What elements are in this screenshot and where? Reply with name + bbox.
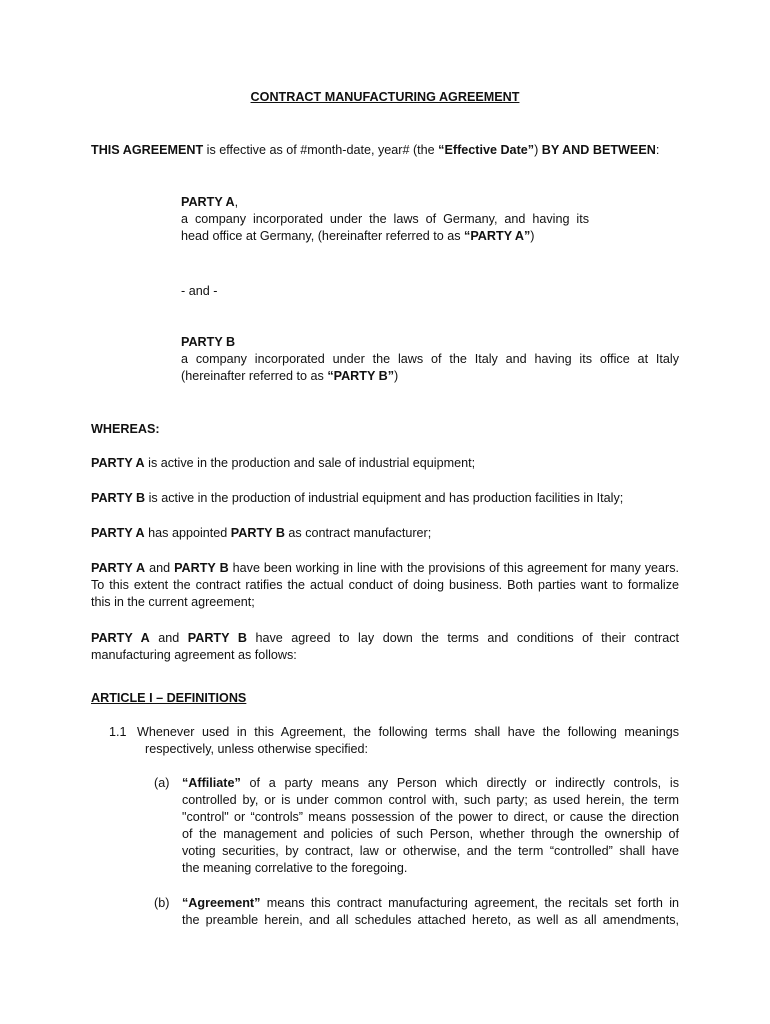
recital-2 bbox=[91, 490, 623, 507]
intro-bold-effective-date: “Effective Date” bbox=[438, 143, 535, 157]
recital-5-party-a: PARTY A bbox=[91, 631, 150, 645]
party-a-line-2 bbox=[181, 228, 535, 245]
intro-paragraph bbox=[91, 142, 659, 159]
recital-4-party-b: PARTY B bbox=[174, 561, 229, 575]
recital-1-party: PARTY A bbox=[91, 456, 145, 470]
intro-text-3: : bbox=[655, 143, 660, 157]
recital-3-text-2: as contract manufacturer; bbox=[284, 526, 432, 540]
recital-5-party-b: PARTY B bbox=[187, 631, 247, 645]
recital-3 bbox=[91, 525, 431, 542]
recital-2-text: is active in the production of industrial equipment and has production facilities in Italy; bbox=[145, 491, 624, 505]
party-b-defined-term: “PARTY B” bbox=[327, 369, 395, 383]
recital-4-line-2: To this extent the contract ratifies the actual conduct of doing business. Both parties want to formalize bbox=[91, 578, 679, 592]
clause-a-label: (a) bbox=[154, 776, 170, 790]
intro-bold-between: BY AND BETWEEN bbox=[541, 143, 656, 157]
recital-5-text-1: and bbox=[149, 631, 188, 645]
intro-bold-agreement: THIS AGREEMENT bbox=[91, 143, 204, 157]
party-b-line-2-text: (hereinafter referred to as bbox=[181, 369, 328, 383]
party-a-line-1: a company incorporated under the laws of Germany, and having its bbox=[181, 212, 589, 226]
clause-b-line-1 bbox=[182, 895, 679, 912]
clause-b-label: (b) bbox=[154, 896, 170, 910]
recital-3-text-1: has appointed bbox=[144, 526, 231, 540]
recital-5-text-2: have agreed to lay down the terms and conditions of their contract bbox=[246, 631, 680, 645]
document-title: CONTRACT MANUFACTURING AGREEMENT bbox=[250, 90, 520, 104]
recital-5-line-1 bbox=[91, 630, 679, 647]
recital-1 bbox=[91, 455, 475, 472]
clause-a-line-2: controlled by, or is under common control with, such party; as used herein, the term bbox=[182, 793, 679, 807]
clause-b-line-2: the preamble herein, and all schedules attached hereto, as well as all amendments, bbox=[182, 913, 679, 927]
clause-1-1-line-1: Whenever used in this Agreement, the following terms shall have the following meanings bbox=[137, 725, 679, 739]
recital-3-party-b: PARTY B bbox=[230, 526, 285, 540]
recital-4-party-a: PARTY A bbox=[91, 561, 146, 575]
recital-4-text-2: have been working in line with the provisions of this agreement for many years. bbox=[228, 561, 680, 575]
party-a-name-rest: , bbox=[234, 195, 239, 209]
party-b-line-2-end: ) bbox=[394, 369, 399, 383]
clause-1-1-number: 1.1 bbox=[109, 725, 127, 739]
party-a-line-2-text: head office at Germany, (hereinafter referred to as bbox=[181, 229, 465, 243]
clause-b-line-1-rest: means this contract manufacturing agreement, the recitals set forth in bbox=[260, 896, 679, 910]
recital-4-line-1 bbox=[91, 560, 679, 577]
intro-text-1: is effective as of #month-date, year# (the bbox=[203, 143, 439, 157]
recital-5-line-2: manufacturing agreement as follows: bbox=[91, 648, 297, 662]
clause-a-line-1 bbox=[182, 775, 679, 792]
recital-1-text: is active in the production and sale of industrial equipment; bbox=[144, 456, 476, 470]
clause-b-term: “Agreement” bbox=[182, 896, 261, 910]
whereas-heading: WHEREAS: bbox=[91, 422, 160, 436]
party-a-name-bold: PARTY A bbox=[181, 195, 235, 209]
party-b-line-2 bbox=[181, 368, 398, 385]
clause-1-1-line-2: respectively, unless otherwise specified: bbox=[145, 742, 369, 756]
party-a-name bbox=[181, 194, 238, 211]
recital-4-text-1: and bbox=[145, 561, 175, 575]
clause-a-line-1-rest: of a party means any Person which directly or indirectly controls, is bbox=[240, 776, 679, 790]
clause-a-line-4: of the management and policies of such Person, whether through the ownership of bbox=[182, 827, 679, 841]
clause-a-line-5: voting securities, by contract, law or otherwise, and the term “controlled” shall have bbox=[182, 844, 679, 858]
party-a-defined-term: “PARTY A” bbox=[464, 229, 531, 243]
party-b-name: PARTY B bbox=[181, 335, 236, 349]
party-a-line-2-end: ) bbox=[530, 229, 535, 243]
article-1-heading: ARTICLE I – DEFINITIONS bbox=[91, 691, 247, 705]
clause-a-line-6: the meaning correlative to the foregoing. bbox=[182, 861, 408, 875]
intro-text-2: ) bbox=[534, 143, 542, 157]
recital-2-party: PARTY B bbox=[91, 491, 146, 505]
and-separator: - and - bbox=[181, 284, 218, 298]
party-b-line-1: a company incorporated under the laws of the Italy and having its office at Italy bbox=[181, 352, 679, 366]
recital-4-line-3: this in the current agreement; bbox=[91, 595, 255, 609]
recital-3-party-a: PARTY A bbox=[91, 526, 145, 540]
clause-a-line-3: "control" or “controls” means possession of the power to direct, or cause the direction bbox=[182, 810, 679, 824]
clause-a-term: “Affiliate” bbox=[182, 776, 241, 790]
